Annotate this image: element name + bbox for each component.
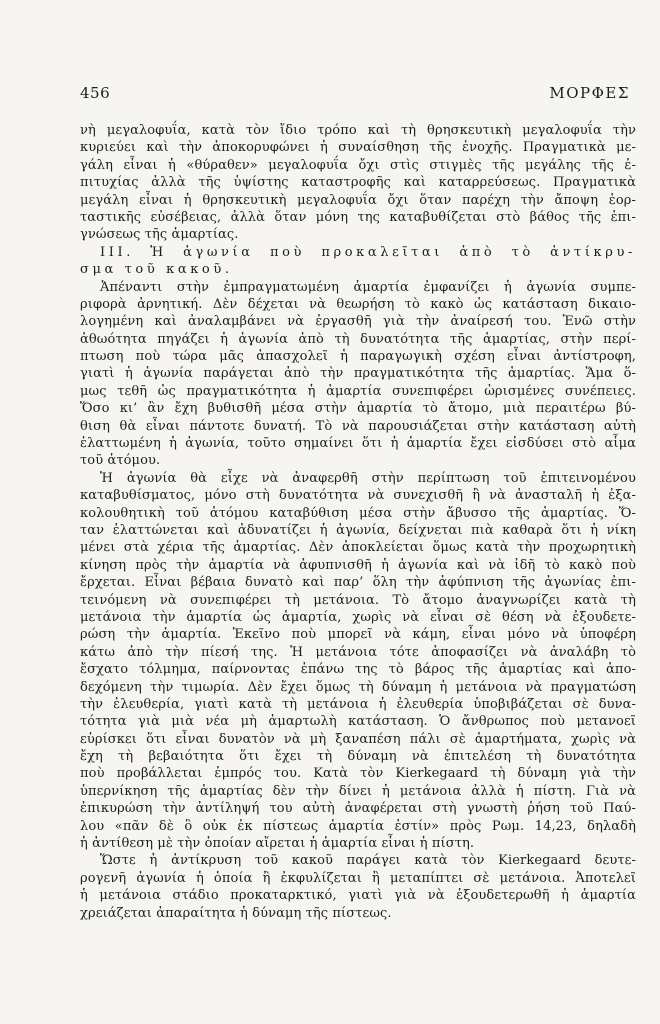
text-line: τοῦ ἀτόμου. <box>80 453 161 469</box>
text-line: ρογενῆ ἀγωνία ἡ ὁποία ἢ ἐκφυλίζεται ἢ μεταπίπτει σὲ μετάνοια. Ἀποτελεῖ <box>80 870 636 886</box>
text-line: ριφορὰ ἀρνητική. Δὲν δέχεται νὰ θεωρήση τὸ κακὸ ὡς κατάσταση δικαιο- <box>80 296 636 312</box>
text-line: γνώσεως τῆς ἁμαρτίας. <box>80 227 239 243</box>
text-line: δεχόμενη τὴν τιμωρία. Δὲν ἔχει ὅμως τὴ δύναμη ἡ μετάνοια νὰ πραγματώση <box>80 679 636 695</box>
text-line: Ἡ ἀγωνία θὰ εἶχε νὰ ἀναφερθῆ στὴν περίπτωση τοῦ ἐπιτεινομένου <box>100 470 636 486</box>
text-line: καταβυθίσματος, μόνο στὴ δυνατότητα νὰ συνεχισθῆ ἢ νὰ ἀνασταλῆ ἡ ἐξα- <box>80 488 636 504</box>
text-line: λογημένη καὶ ἀναλαμβάνει νὰ ἐργασθῆ γιὰ τὴν ἀναίρεσή του. Ἐνῶ στὴν <box>80 314 636 330</box>
text-line: Ὥστε ἡ ἀντίκρυση τοῦ κακοῦ παράγει κατὰ τὸν Kierkegaard δευτε- <box>100 853 636 869</box>
text-line: ἔρχεται. Εἶναι βέβαια δυνατὸ καὶ παρ’ ὅλη τὴν ἀφύπνιση τῆς ἀγωνίας ἐπι- <box>80 575 636 591</box>
text-line: ἡ ἀντίθεση μὲ τὴν ὁποίαν αἴρεται ἡ ἁμαρτία εἶναι ἡ πίστη. <box>80 836 475 852</box>
text-line: ταστικῆς εὐσέβειας, ἀλλὰ ὅταν μόνη της καταβυθίζεται στὸ βάθος τῆς ἐπι- <box>80 209 636 225</box>
text-line: ἡ μετάνοια στάδιο προκαταρκτικό, γιατὶ γιὰ νὰ ἐξουδετερωθῆ ἡ ἁμαρτία <box>80 888 636 904</box>
text-line: χρειάζεται ἀπαραίτητα ἡ δύναμη τῆς πίστεως. <box>80 905 392 921</box>
text-line: ἔσχατο τόλμημα, παίρνοντας ἐπάνω της τὸ βάρος τῆς ἁμαρτίας καὶ ἀπο- <box>80 662 636 678</box>
text-line: κίνηση πρὸς τὴν ἁμαρτία νὰ ἀφυπνισθῆ ἡ ἀγωνία καὶ νὰ ἰδῆ τὸ κακὸ ποὺ <box>80 557 636 573</box>
text-line: κάτω ἀπὸ τὴν πίεσή της. Ἡ μετάνοια τότε ἀποφασίζει νὰ ἀναλάβη τὸ <box>80 644 636 660</box>
text-line: κολουθητικὴ τοῦ ἀτόμου καταβύθιση μέσα στὴν ἄβυσσο τῆς ἁμαρτίας. Ὅ- <box>80 505 636 521</box>
body-text <box>80 122 636 922</box>
text-line: πτωση ποὺ τώρα μᾶς ἀπασχολεῖ ἡ παραγωγικὴ σχέση εἶναι ἀντίστροφη, <box>80 349 636 365</box>
text-line: Ἀπέναντι στὴν ἐμπραγματωμένη ἁμαρτία ἐμφανίζει ἡ ἀγωνία συμπε- <box>100 279 636 295</box>
text-line: ἔχη τὴ βεβαιότητα ὅτι ἔχει τὴ δύναμη νὰ ἐπιτελέση τὴ δυνατότητα <box>80 749 636 765</box>
text-line: εὑρίσκει ὅτι εἶναι δυνατὸν νὰ μὴ ξαναπέση πάλι σὲ ἁμαρτήματα, χωρὶς νὰ <box>80 731 636 747</box>
section-heading-continued: σμα τοῦ κακοῦ. <box>80 262 233 278</box>
journal-title: ΜΟΡΦΕΣ <box>549 84 630 102</box>
text-line: τότητα γιὰ μιὰ νέα μὴ ἁμαρτωλὴ κατάσταση. Ὁ ἄνθρωπος ποὺ μετανοεῖ <box>80 714 636 730</box>
running-head <box>80 84 630 106</box>
text-line: κυριεύει καὶ τὴν ἀποκορυφώνει ἡ συναίσθηση τῆς ἐνοχῆς. Πραγματικὰ με- <box>80 140 636 156</box>
text-line: μένει στὰ χέρια τῆς ἁμαρτίας. Δὲν ἀποκλείεται ὅμως κατὰ τὴν προχωρητικὴ <box>80 540 636 556</box>
section-heading: ΙΙΙ. Ἡ ἀγωνία ποὺ προκαλεῖται ἀπὸ τὸ ἀντίκρυ- <box>100 244 636 260</box>
text-line: τὴν ἐλευθερία, γιατὶ κατὰ τὴ μετάνοια ἡ ἐλευθερία ὑποβιβάζεται σὲ δυνα- <box>80 696 636 712</box>
text-line: ἐπικυρώση τὴν ἀντίληψή του αὐτὴ ἀναφέρεται στὴ γνωστὴ ῥήση τοῦ Παύ- <box>80 801 636 817</box>
text-line: μετάνοια τὴν ἁμαρτία ὡς ἁμαρτία, χωρὶς νὰ εἶναι σὲ θέση νὰ ἐξουδετε- <box>80 609 636 625</box>
text-line: γιατὶ ἡ ἀγωνία παράγεται ἀπὸ τὴν πραγματικότητα τῆς ἁμαρτίας. Ἅμα ὅ- <box>80 366 636 382</box>
text-line: θιση θὰ εἶναι πάντοτε δυνατή. Τὸ νὰ παρουσιάζεται στὴν κατάσταση αὐτὴ <box>80 418 636 434</box>
text-line: πιτυχίας ἀλλὰ τῆς ὑψίστης καταστροφῆς καὶ καταρρεύσεως. Πραγματικὰ <box>80 175 636 191</box>
text-line: λου «πᾶν δὲ ὃ οὐκ ἐκ πίστεως ἁμαρτία ἐστίν» πρὸς Ρωμ. 14,23, δηλαδὴ <box>80 818 636 834</box>
text-line: γάλη εἶναι ἡ «θύραθεν» μεγαλοφυΐα ὄχι στὶς στιγμὲς τῆς μεγάλης τῆς ἐ- <box>80 157 636 173</box>
text-line: νὴ μεγαλοφυΐα, κατὰ τὸν ἴδιο τρόπο καὶ τὴ θρησκευτικὴ μεγαλοφυΐα τὴν <box>80 123 636 138</box>
text-line: μως τεθῆ ὡς πραγματικότητα ἡ ἁμαρτία συνεπιφέρει ὡρισμένες συνέπειες. <box>80 383 636 399</box>
text-line: ἐλαττωμένη ἡ ἀγωνία, τοῦτο σημαίνει ὅτι ἡ ἁμαρτία ἔχει εἰσδύσει στὸ αἷμα <box>80 436 636 452</box>
page-number: 456 <box>80 84 111 102</box>
text-line: ὑπερνίκηση τῆς ἁμαρτίας δὲν τὴν δίνει ἡ μετάνοια ἀλλὰ ἡ πίστη. Γιὰ νὰ <box>80 783 636 799</box>
text-line: ταν ἐλαττώνεται καὶ ἀδυνατίζει ἡ ἀγωνία, δείχνεται πιὰ καθαρὰ ὅτι ἡ νίκη <box>80 522 636 538</box>
text-line: Ὅσο κι’ ἂν ἔχη βυθισθῆ μέσα στὴν ἁμαρτία τὸ ἄτομο, μιὰ περαιτέρω βύ- <box>80 401 636 417</box>
text-line: τεινόμενη νὰ συνεπιφέρει τὴ μετάνοια. Τὸ ἄτομο ἀναγνωρίζει κατὰ τὴ <box>80 592 636 608</box>
text-line: ρώση τὴν ἁμαρτία. Ἐκεῖνο ποὺ μπορεῖ νὰ κάμη, εἶναι μόνο νὰ ὑποφέρη <box>80 627 636 643</box>
text-line: ποὺ προβάλλεται ἐμπρός του. Κατὰ τὸν Kierkegaard τὴ δύναμη γιὰ τὴν <box>80 766 636 782</box>
text-line: ἀθωότητα πηγάζει ἡ ἀγωνία ἀπὸ τὴ δυνατότητα τῆς ἁμαρτίας, στὴν περί- <box>80 331 636 347</box>
text-line: μεγάλη εἶναι ἡ θρησκευτικὴ μεγαλοφυΐα ὄχι ὅταν παρέχη τὴν ἄποψη ἑορ- <box>80 192 636 208</box>
